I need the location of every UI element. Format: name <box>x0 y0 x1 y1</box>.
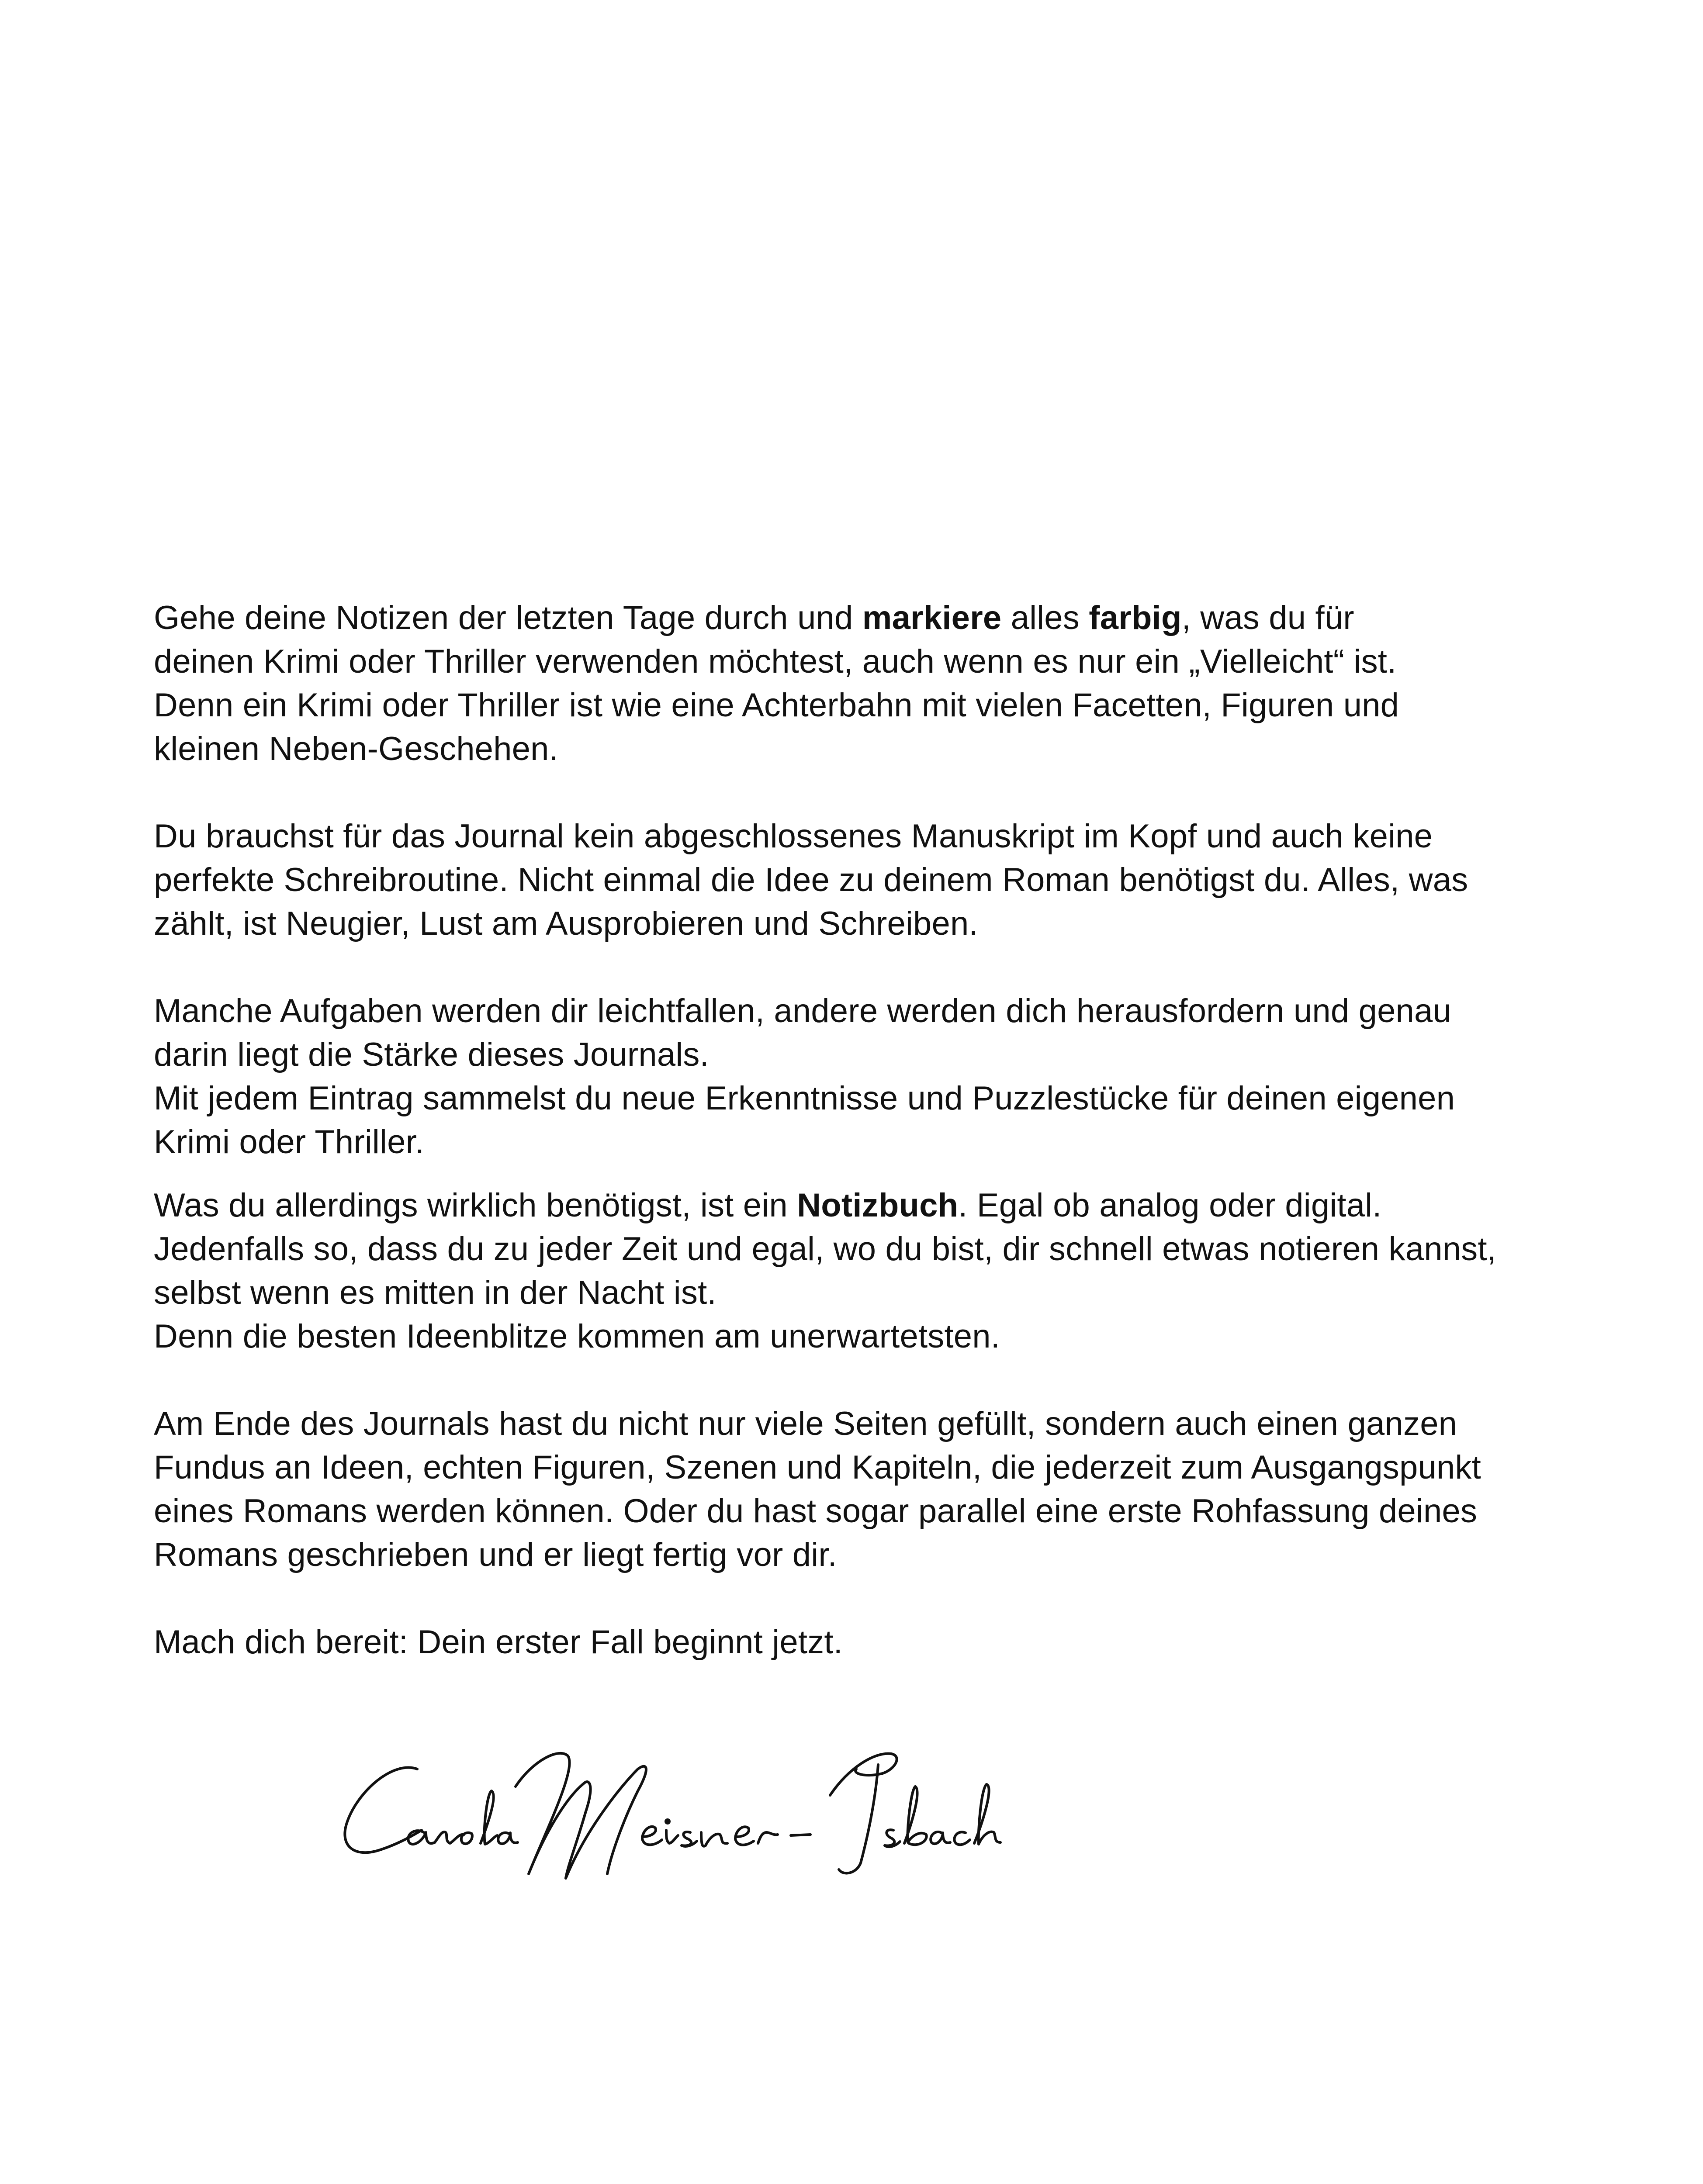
paragraph <box>154 596 1578 771</box>
text-run: deinen Krimi oder Thriller verwenden möchtest, auch wenn es nur ein „Vielleicht“ ist. <box>154 643 1397 680</box>
paragraph <box>154 815 1578 946</box>
bold-text-run: Notizbuch <box>797 1187 959 1224</box>
text-line <box>154 1120 1578 1164</box>
text-run: Mach dich bereit: Dein erster Fall beginnt jetzt. <box>154 1624 843 1661</box>
text-run: Jedenfalls so, dass du zu jeder Zeit und egal, wo du bist, dir schnell etwas notieren kannst, <box>154 1230 1496 1268</box>
text-run: Denn die besten Ideenblitze kommen am unerwartetsten. <box>154 1318 1000 1355</box>
text-line <box>154 989 1578 1033</box>
bold-text-run: farbig <box>1089 599 1182 636</box>
text-line <box>154 815 1578 858</box>
author-signature <box>341 1743 1127 1904</box>
text-run: kleinen Neben-Geschehen. <box>154 730 558 767</box>
paragraph <box>154 1402 1578 1577</box>
text-run: Krimi oder Thriller. <box>154 1123 425 1161</box>
text-line <box>154 1446 1578 1489</box>
text-line <box>154 727 1578 771</box>
text-run: , was du für <box>1181 599 1354 636</box>
signature-image <box>341 1743 1127 1904</box>
text-run: darin liegt die Stärke dieses Journals. <box>154 1036 709 1073</box>
bold-text-run: markiere <box>862 599 1002 636</box>
text-run: Am Ende des Journals hast du nicht nur viele Seiten gefüllt, sondern auch einen ganzen <box>154 1405 1457 1442</box>
paragraph <box>154 989 1578 1164</box>
text-line <box>154 1077 1578 1120</box>
text-run: . Egal ob analog oder digital. <box>958 1187 1382 1224</box>
body-text <box>154 596 1578 1664</box>
text-run: Gehe deine Notizen der letzten Tage durch und <box>154 599 862 636</box>
text-run: alles <box>1001 599 1089 636</box>
text-line <box>154 1402 1578 1446</box>
text-line <box>154 1315 1578 1358</box>
text-line <box>154 1033 1578 1077</box>
text-run: Denn ein Krimi oder Thriller ist wie eine Achterbahn mit vielen Facetten, Figuren und <box>154 687 1399 724</box>
text-run: perfekte Schreibroutine. Nicht einmal die Idee zu deinem Roman benötigst du. Alles, was <box>154 861 1468 898</box>
paragraph <box>154 1621 1578 1664</box>
text-run: Was du allerdings wirklich benötigst, ist ein <box>154 1187 797 1224</box>
text-line <box>154 902 1578 946</box>
text-run: selbst wenn es mitten in der Nacht ist. <box>154 1274 717 1311</box>
text-run: Fundus an Ideen, echten Figuren, Szenen und Kapiteln, die jederzeit zum Ausgangspunkt <box>154 1449 1481 1486</box>
text-run: eines Romans werden können. Oder du hast sogar parallel eine erste Rohfassung deines <box>154 1493 1478 1530</box>
text-run: Romans geschrieben und er liegt fertig vor dir. <box>154 1536 837 1573</box>
text-line <box>154 1621 1578 1664</box>
text-run: Mit jedem Eintrag sammelst du neue Erkenntnisse und Puzzlestücke für deinen eigenen <box>154 1080 1455 1117</box>
text-line <box>154 1489 1578 1533</box>
text-line <box>154 640 1578 684</box>
text-run: Du brauchst für das Journal kein abgeschlossenes Manuskript im Kopf und auch keine <box>154 818 1433 855</box>
text-line <box>154 684 1578 727</box>
paragraph <box>154 1184 1578 1358</box>
text-line <box>154 596 1578 640</box>
text-line <box>154 1184 1578 1227</box>
text-line <box>154 1533 1578 1577</box>
text-run: Manche Aufgaben werden dir leichtfallen, andere werden dich herausfordern und genau <box>154 992 1451 1030</box>
text-line <box>154 1271 1578 1315</box>
text-line <box>154 1227 1578 1271</box>
text-run: zählt, ist Neugier, Lust am Ausprobieren und Schreiben. <box>154 905 978 942</box>
text-line <box>154 858 1578 902</box>
